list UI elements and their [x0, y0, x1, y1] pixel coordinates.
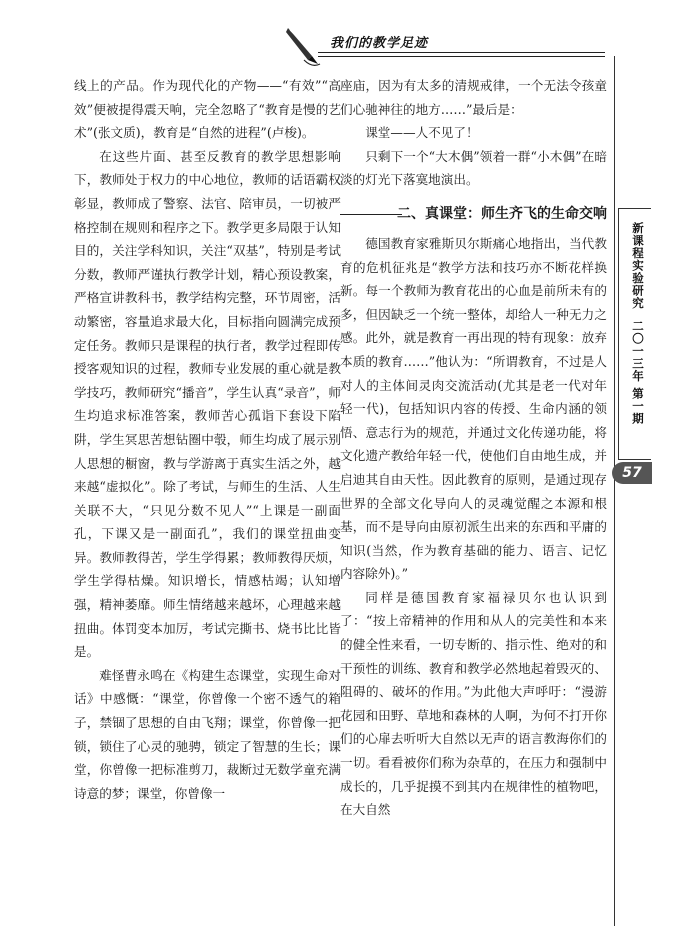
issue-label: 二〇一三年 第一期 [631, 320, 645, 426]
body-paragraph: 难怪曹永鸣在《构建生态课堂，实现生命对话》中感慨：“课堂，你曾像一个密不透气的箱子，禁锢了思想的自由飞翔；课堂，你曾像一把锁，锁住了心灵的驰骋，锁定了智慧的生长；课堂，你曾像一把标准剪刀，裁断过无数学童充满诗意的梦；课堂，你曾像一 [74, 667, 341, 801]
right-column [340, 74, 607, 822]
body-paragraph: 同样是德国教育家福禄贝尔也认识到了：“按上帝精神的作用和从人的完美性和本来的健全性来看，一切专断的、指示性、绝对的和干预性的训练、教育和教学必然地起着毁灭的、阻碍的、破坏的作用。”为此他大声呼吁：“漫游花园和田野、草地和森林的人啊，为何不打开你们的心扉去听听大自然以无声的语言教海你们的一切。看看被你们称为杂草的，在压力和强制中成长的，几乎捉摸不到其内在规律性的植物吧，在大自然 [340, 589, 607, 818]
section-heading [340, 202, 607, 226]
body-paragraph: 座庙，因为有太多的清规戒律，一个无法令孩童们心驰神往的地方……”最后是： [340, 78, 607, 117]
running-header-title: 我们的教学足迹 [330, 36, 429, 51]
section-heading-text: 二、真课堂：师生齐飞的生命交响 [397, 205, 607, 222]
header-rule-thin [318, 56, 605, 57]
body-paragraph: 线上的产品。作为现代化的产物——“有效”“高效”便被提得震天响，完全忽略了“教育是慢的艺术”(张文质)，教育是“自然的进程”(卢梭)。 [74, 78, 341, 141]
body-paragraph: 德国教育家雅斯贝尔斯痛心地指出，当代教育的危机征兆是“教学方法和技巧亦不断花样换新。每一个教师为教育花出的心血是前所未有的多，但因缺乏一个统一整体，却给人一种无力之感。此外，就是教育一再出现的特有现象：放弃本质的教育……”他认为：“所谓教育，不过是人对人的主体间灵肉交流活动(尤其是老一代对年轻一代)，包括知识内容的传授、生命内涵的领悟、意志行为的规范，并通过文化传递功能，将文化遗产教给年轻一代，使他们自由地生成，并启迪其自由天性。因此教育的原则，是通过现存世界的全部文化导向人的灵魂觉醒之本源和根基，而不是导向由原初派生出来的东西和平庸的知识(当然，作为教育基础的能力、语言、记忆内容除外)。” [340, 235, 607, 582]
journal-name: 新课程实验研究 [631, 222, 645, 310]
body-paragraph: 只剩下一个“大木偶”领着一群“小木偶”在暗淡的灯光下落寞地演出。 [340, 148, 607, 188]
fountain-pen-icon [282, 24, 322, 68]
heading-rule [340, 214, 402, 215]
header-rule [318, 52, 605, 53]
body-paragraph: 课堂——人不见了！ [365, 125, 479, 141]
left-column [74, 74, 341, 805]
body-paragraph: 在这些片面、甚至反教育的教学思想影响下，教师处于权力的中心地位，教师的话语霸权彰显，教师成了警察、法官、陪审员，一切被严格控制在规则和程序之下。教学更多局限于认知目的，关注学科知识，关注“双基”，特别是考试分数，教师严谨执行教学计划，精心预设教案，严格宣讲教科书，教学结构完整，环节周密，活动繁密，容量追求最大化，目标指向圆满完成预定任务。教师只是课程的执行者，教学过程即传授客观知识的过程，教师专业发展的重心就是教学技巧，教师研究“播音”，学生认真“录音”，师生均追求标准答案，教师苦心孤诣下套设下陷阱，学生冥思苦想钻圈中彀，师生均成了展示别人思想的橱窗，教与学游离于真实生活之外，越来越“虚拟化”。除了考试，与师生的生活、人生关联不大，“只见分数不见人”“上课是一副面孔，下课又是一副面孔”，我们的课堂扭曲变异。教师教得苦，学生学得累；教师教得厌烦，学生学得枯燥。知识增长，情感枯竭；认知增强，精神萎靡。师生情绪越来越坏，心理越来越扭曲。体罚变本加厉，考试完撕书、烧书比比皆是。 [74, 148, 341, 660]
page-number: 57 [612, 462, 652, 484]
side-rule [614, 56, 615, 926]
